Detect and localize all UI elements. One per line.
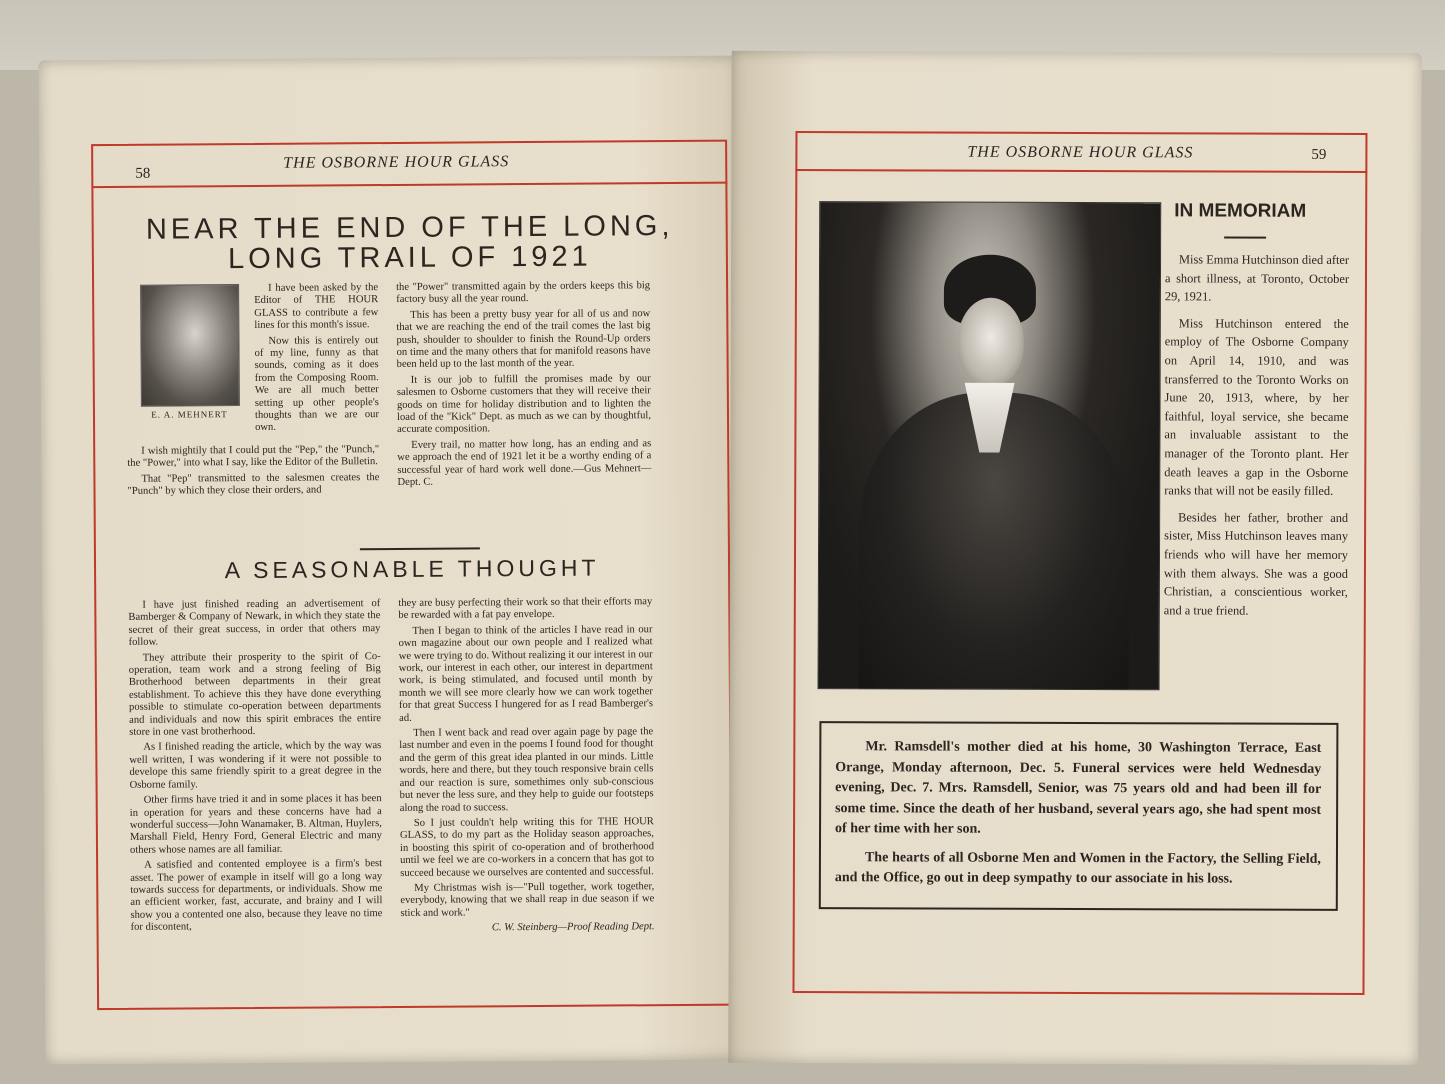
paragraph: Every trail, no matter how long, has an ending and as we approach the end of 1921 let it be a worthy ending of a successful year of hard work well done.—Gus Mehnert—Dept. C. — [397, 438, 652, 489]
article1-column2 — [396, 280, 651, 492]
paragraph: Miss Hutchinson entered the employ of The Osborne Company on April 14, 1910, and was transferred to the Toronto Works on June 20, 1913, where, by her faithful, loyal service, she became an invaluable assistant to the manager of the Toronto plant. Her death leaves a gap in the Osborne ranks that will not be easily filled. — [1164, 316, 1349, 499]
memorial-portrait-photo — [818, 201, 1162, 690]
notice-text — [835, 737, 1322, 898]
running-header: THE OSBORNE HOUR GLASS — [283, 153, 510, 172]
paragraph: They attribute their prosperity to the spirit of Co-operation, team work and a strong feeling of Big Brotherhood between departments in their great establishment. To achieve this they have done everything possible to stimulate co-operation between departments and individuals and now this spirit embraces the entire store in one vast brotherhood. — [128, 650, 382, 738]
paragraph: A satisfied and contented employee is a firm's best asset. The power of example in itself will go a long way towards success for departments, or individuals. Show me an efficient worker, fast, accurate, and brainy and I will show you a contented one also, because they leave no time for discontent, — [130, 858, 383, 933]
portrait-photo — [140, 284, 240, 407]
paragraph: they are busy perfecting their work so that their efforts may be rewarded with a fat pay envelope. — [398, 596, 653, 622]
paragraph: Besides her father, brother and sister, Miss Hutchinson leaves many friends who will have her memory with them always. She was a good Christian, a conscientious worker, and a true friend. — [1163, 510, 1349, 618]
right-page — [728, 51, 1422, 1065]
page-number: 58 — [135, 165, 151, 182]
article1-column1-cont — [127, 444, 379, 501]
paragraph: That "Pep" transmitted to the salesmen creates the "Punch" by which they close their orders, and — [127, 471, 380, 498]
paragraph: It is our job to fulfill the promises made by our salesmen to Osborne customers that they will receive their goods on time for holiday distribution and to lighten the load of the "Kick" Dept. as much as we can by thoughtful, accurate composition. — [396, 373, 652, 436]
memoriam-text — [1164, 250, 1349, 628]
memoriam-title: IN MEMORIAM — [1174, 200, 1307, 222]
paragraph: I wish mightily that I could put the "Pep," the "Punch," the "Power," into what I say, like the Editor of the Bulletin. — [127, 444, 380, 470]
paragraph: Other firms have tried it and in some places it has been in operation for years and these concerns have had a wonderful success—John Wanamaker, B. Altman, Huylers, Marshall Field, Henry Ford, General Electric and many others whose names are all familiar. — [129, 793, 382, 856]
left-page — [39, 56, 746, 1065]
article2-column2 — [398, 596, 654, 938]
photo-detail — [958, 298, 1024, 386]
article-title-line1: NEAR THE END OF THE LONG, — [145, 210, 674, 246]
article1-column1 — [254, 282, 379, 438]
paragraph: I have been asked by the Editor of THE HOUR GLASS to contribute a few lines for this month's issue. — [254, 282, 379, 332]
paragraph: The hearts of all Osborne Men and Women in the Factory, the Selling Field, and the Office, go out in deep sympathy to our associate in his loss. — [834, 849, 1321, 887]
paragraph: This has been a pretty busy year for all of us and now that we are reaching the end of the trail comes the last big push, shoulder to shoulder to finish the Round-Up orders on time and the many others that for manifold reasons have been held up to the last month of the year. — [396, 308, 651, 371]
paragraph: My Christmas wish is—"Pull together, work together, everybody, knowing that we shall reap in due season if we stick and work." — [400, 881, 655, 919]
paragraph: the "Power" transmitted again by the orders keeps this big factory busy all the year round. — [396, 280, 651, 306]
paragraph: As I finished reading the article, which by the way was well written, I was wondering if it were not possible to develope this same friendly spirit to a great degree in the Osborne family. — [129, 740, 382, 791]
paragraph: Mr. Ramsdell's mother died at his home, 30 Washington Terrace, East Orange, Monday afternoon, Dec. 5. Funeral services were held Wednesday evening, Dec. 7. Mrs. Ramsdell, Senior, was 75 years old and had been ill for some time. Since the death of her husband, several years ago, she had spent most of her time with her son. — [835, 739, 1322, 837]
article2-column1 — [128, 598, 382, 937]
paragraph: Then I went back and read over again page by page the last number and even in the poems I found food for thought and the germ of this great idea planted in our minds. Little words, here and there, but they touch responsive brain cells and our reaction is sure, somethimes only sub-conscious but never the less sure, and they help to guide our footsteps along the road to success. — [399, 726, 654, 814]
page-number: 59 — [1311, 146, 1327, 163]
paragraph: I have just finished reading an advertisement of Bamberger & Company of Newark, in which they state the secret of their great success, in order that others may follow. — [128, 598, 381, 649]
divider — [1224, 237, 1266, 239]
running-header: THE OSBORNE HOUR GLASS — [967, 143, 1194, 162]
article2-title: A SEASONABLE THOUGHT — [224, 554, 600, 584]
photo-caption: E. A. MEHNERT — [151, 409, 228, 420]
paragraph: Miss Emma Hutchinson died after a short illness, at Toronto, October 29, 1921. — [1164, 252, 1350, 304]
signature: C. W. Steinberg—Proof Reading Dept. — [491, 921, 655, 934]
paragraph: Now this is entirely out of my line, funny as that sounds, coming as it does from the Composing Room. We are all much better setting up other people's thoughts than we are our own. — [254, 334, 380, 434]
article-title — [110, 211, 710, 275]
paragraph: So I just couldn't help writing this for THE HOUR GLASS, to do my part as the Holiday season approaches, in boosting this spirit of co-operation and of brotherhood until we feel we are co-workers in a concern that has got to succeed because we ourselves are contented and successful. — [399, 816, 655, 879]
article-title-line2: LONG TRAIL OF 1921 — [227, 240, 592, 276]
paragraph: Then I began to think of the articles I have read in our own magazine about our own people and I realized what we were trying to do. Without realizing it our interest in our work, our interest in each other, our interest in department work, is being stimulated, and focused until month by month we will see more clearly how we can work together for that great Success I hungered for as I read Bamberger's ad. — [398, 623, 654, 724]
